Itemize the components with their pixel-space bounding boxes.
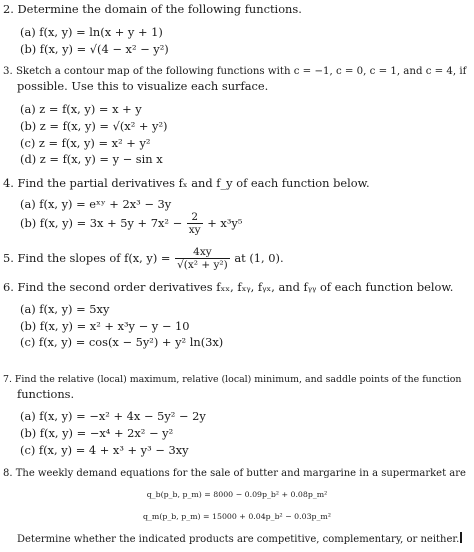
problem-2-part-b: (b) f(x, y) = √(4 − x² − y²) [20,42,169,56]
problem-6-part-b: (b) f(x, y) = x² + x³y − y − 10 [20,319,190,333]
problem-4-heading: 4. Find the partial derivatives fₓ and f_y of each function below. [3,176,370,190]
problem-6-part-a: (a) f(x, y) = 5xy [20,302,110,316]
problem-3-part-b: (b) z = f(x, y) = √(x² + y²) [20,119,168,133]
problem-6-heading: 6. Find the second order derivatives fₓₓ, fₓᵧ, fᵧₓ, and fᵧᵧ of each function below. [3,280,454,294]
problem-4-part-b [20,211,468,237]
problem-5-left: 5. Find the slopes of f(x, y) = [3,250,171,265]
problem-7-part-a: (a) f(x, y) = −x² + 4x − 5y² − 2y [20,409,206,423]
problem-2-heading: 2. Determine the domain of the following functions. [3,2,302,16]
problem-4-part-b-right: + x³y⁵ [207,215,243,230]
problem-5-fraction [175,246,230,272]
problem-8-closing-text: Determine whether the indicated products are competitive, complementary, or neither. [17,534,460,545]
problem-7-part-c: (c) f(x, y) = 4 + x³ + y³ − 3xy [20,443,189,457]
problem-7-heading-line-1: 7. Find the relative (local) maximum, relative (local) minimum, and saddle points of the function [3,374,462,385]
problem-4-part-b-left: (b) f(x, y) = 3x + 5y + 7x² − [20,215,183,230]
problem-5-line [3,246,468,272]
problem-5-fraction-denominator: √(x² + y²) [177,259,228,272]
problem-4-fraction [187,211,203,237]
problem-4-part-a: (a) f(x, y) = eˣʸ + 2x³ − 3y [20,197,172,211]
problem-5-fraction-numerator: 4xy [175,246,230,259]
problem-8-equation-butter: q_b(p_b, p_m) = 8000 − 0.09p_b² + 0.08p_m² [146,490,328,499]
problem-4-fraction-denominator: xy [188,224,201,237]
problem-7-heading-line-2: functions. [17,387,75,401]
problem-2-part-a: (a) f(x, y) = ln(x + y + 1) [20,25,163,39]
problem-3-part-d: (d) z = f(x, y) = y − sin x [20,152,163,166]
problem-6-part-c: (c) f(x, y) = cos(x − 5y²) + y² ln(3x) [20,335,224,349]
text-cursor-icon [460,532,462,543]
problem-8-equation-margarine: q_m(p_b, p_m) = 15000 + 0.04p_b² − 0.03p_m² [143,512,331,521]
problem-4-fraction-numerator: 2 [187,211,203,224]
problem-3-heading-line-1: 3. Sketch a contour map of the following functions with c = −1, c = 0, c = 1, and c = 4, if [3,66,467,77]
problem-8-heading: 8. The weekly demand equations for the sale of butter and margarine in a supermarket are [3,468,466,479]
problem-3-part-c: (c) z = f(x, y) = x² + y² [20,136,151,150]
problem-8-closing-line [17,532,468,546]
problem-5-right: at (1, 0). [234,250,284,265]
problem-3-part-a: (a) z = f(x, y) = x + y [20,102,142,116]
problem-7-part-b: (b) f(x, y) = −x⁴ + 2x² − y² [20,426,174,440]
problem-3-heading-line-2: possible. Use this to visualize each surface. [17,79,269,93]
